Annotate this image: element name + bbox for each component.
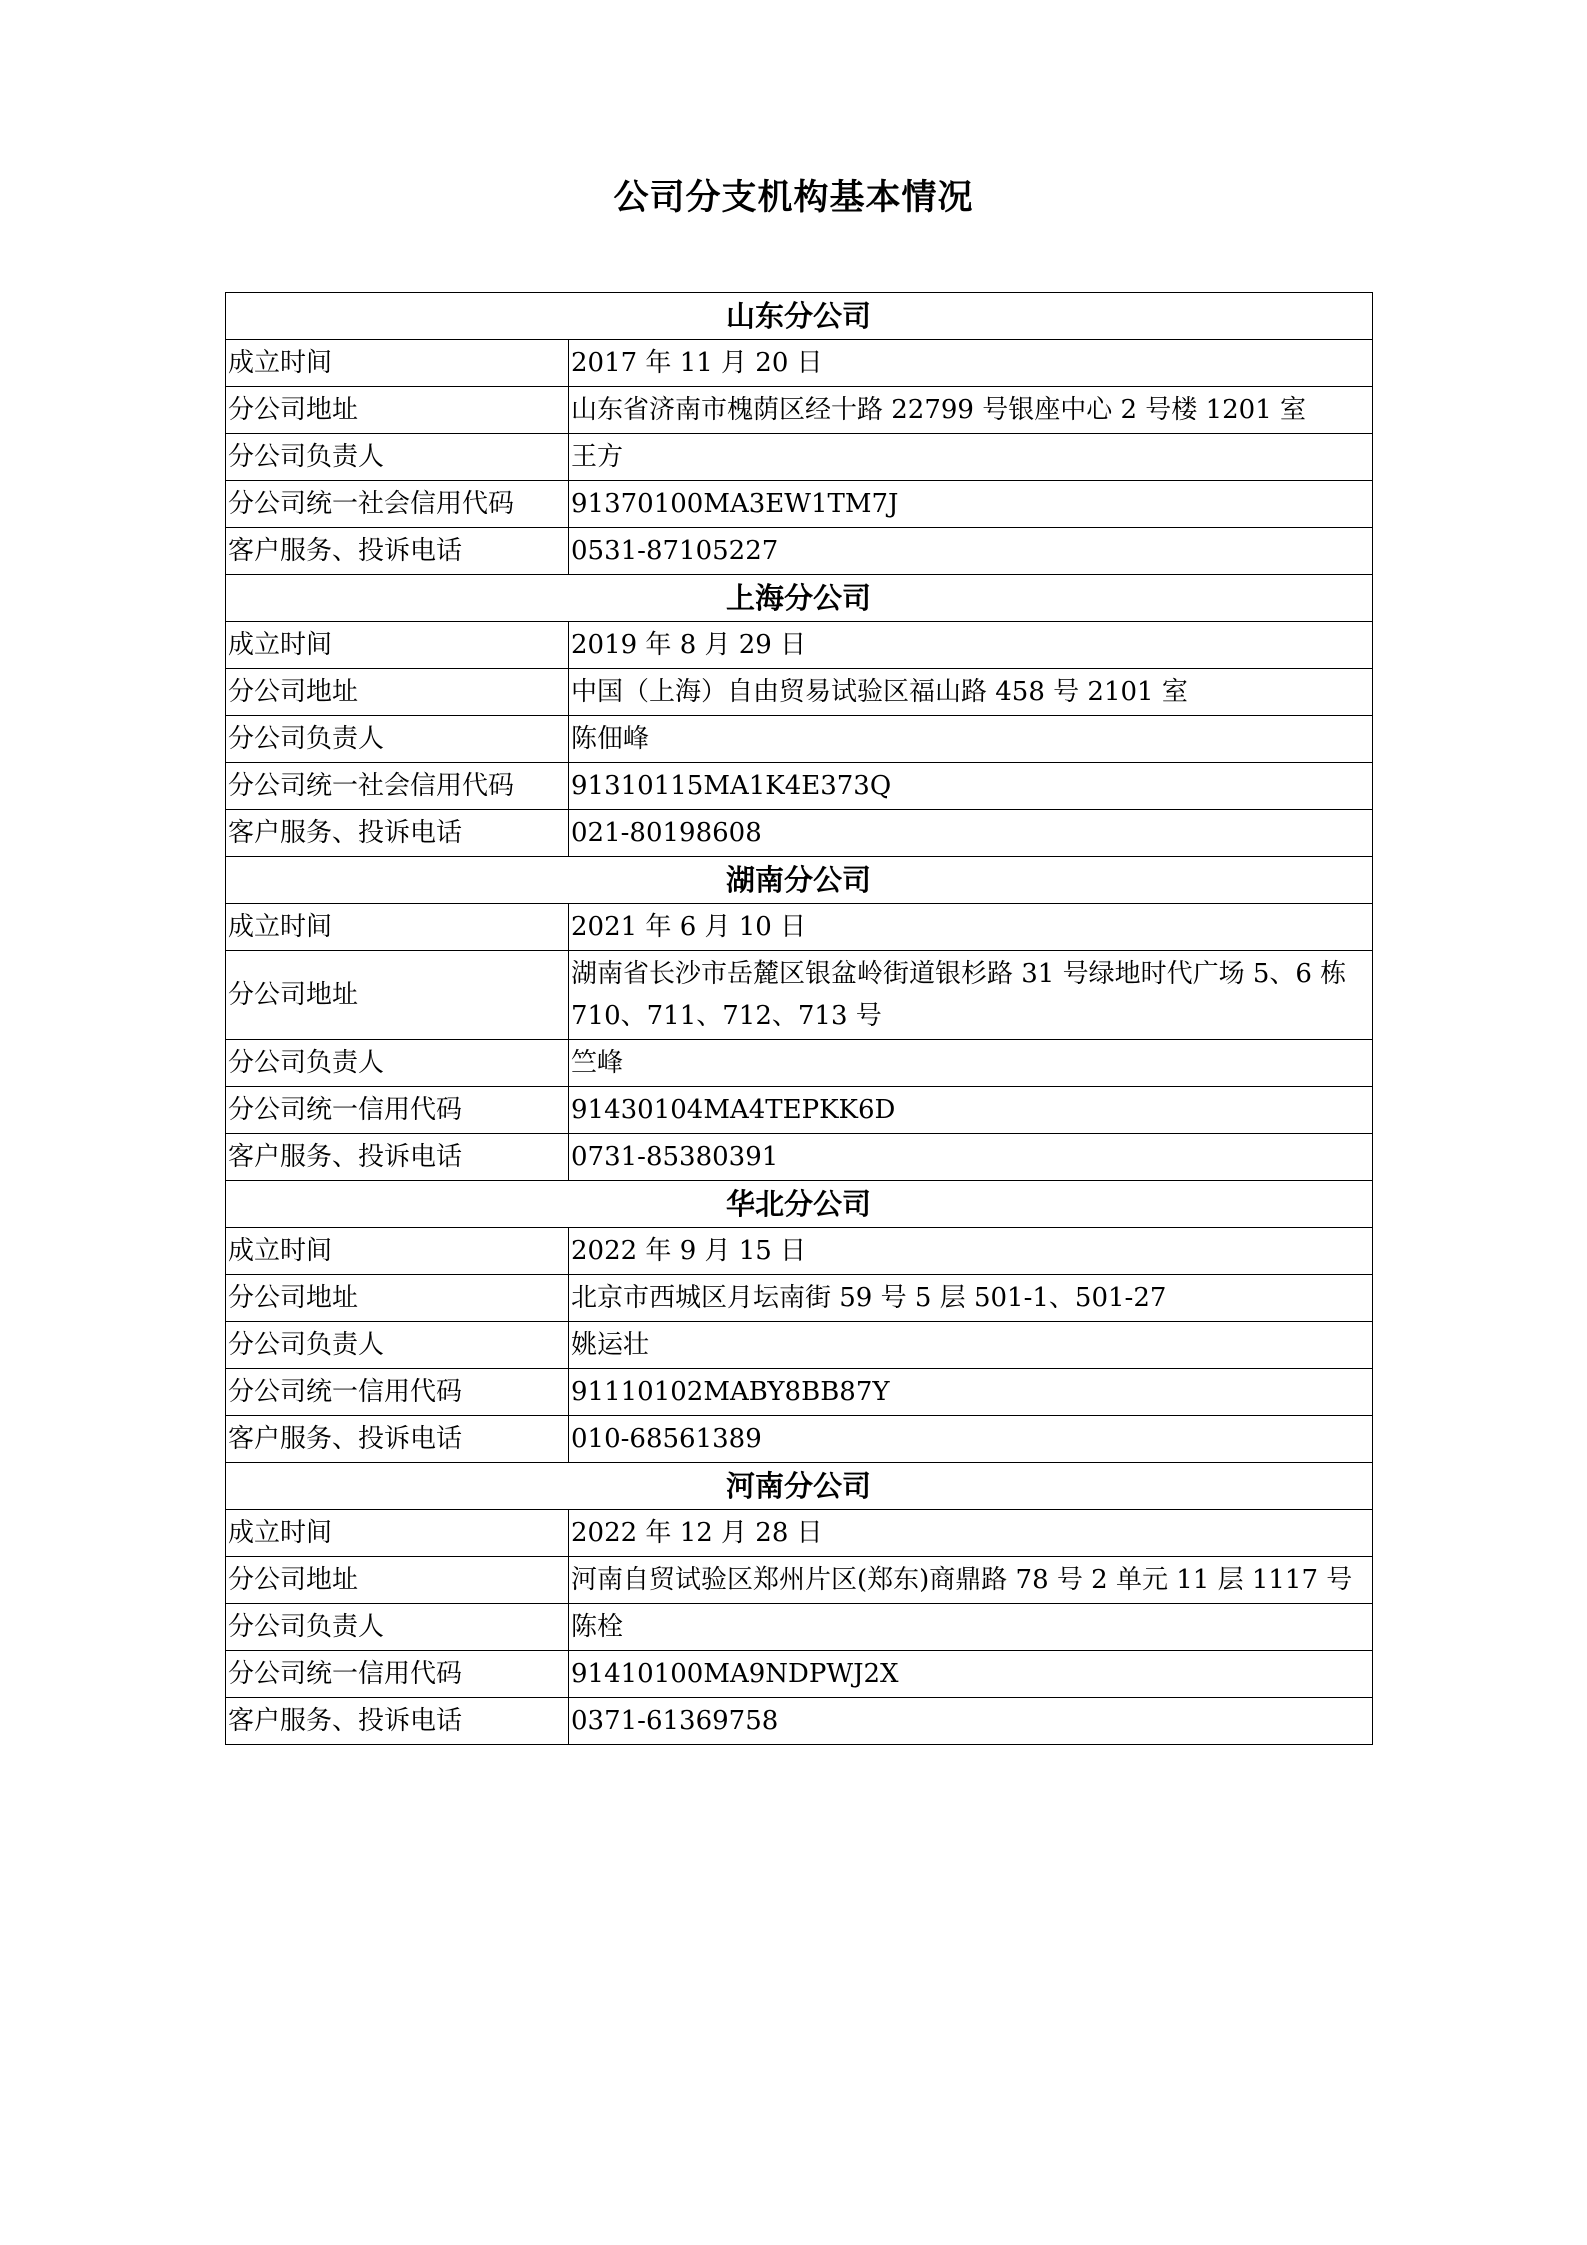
table-row [226, 434, 1373, 481]
row-label: 分公司负责人 [226, 434, 569, 481]
row-label: 成立时间 [226, 1510, 569, 1557]
table-row [226, 763, 1373, 810]
row-label: 成立时间 [226, 340, 569, 387]
row-label: 成立时间 [226, 1228, 569, 1275]
row-label: 分公司统一信用代码 [226, 1087, 569, 1134]
table-row [226, 1275, 1373, 1322]
row-label: 分公司统一社会信用代码 [226, 481, 569, 528]
row-value: 2017 年 11 月 20 日 [569, 340, 1373, 387]
row-value: 91430104MA4TEPKK6D [569, 1087, 1373, 1134]
row-label: 客户服务、投诉电话 [226, 528, 569, 575]
table-row [226, 951, 1373, 1040]
row-value: 竺峰 [569, 1040, 1373, 1087]
branch-header-row [226, 857, 1373, 904]
row-label: 分公司地址 [226, 1557, 569, 1604]
branch-name: 上海分公司 [226, 575, 1373, 622]
table-row [226, 340, 1373, 387]
row-value: 湖南省长沙市岳麓区银盆岭街道银杉路 31 号绿地时代广场 5、6 栋 710、711、712、713 号 [569, 951, 1373, 1040]
row-value: 河南自贸试验区郑州片区(郑东)商鼎路 78 号 2 单元 11 层 1117 号 [569, 1557, 1373, 1604]
branch-name: 湖南分公司 [226, 857, 1373, 904]
row-label: 客户服务、投诉电话 [226, 1134, 569, 1181]
row-value: 2021 年 6 月 10 日 [569, 904, 1373, 951]
row-label: 分公司统一信用代码 [226, 1369, 569, 1416]
table-row [226, 1322, 1373, 1369]
row-label: 分公司统一信用代码 [226, 1651, 569, 1698]
branch-name: 河南分公司 [226, 1463, 1373, 1510]
table-row [226, 622, 1373, 669]
row-label: 成立时间 [226, 622, 569, 669]
row-value: 陈佃峰 [569, 716, 1373, 763]
table-row [226, 1557, 1373, 1604]
table-row [226, 1510, 1373, 1557]
row-value: 山东省济南市槐荫区经十路 22799 号银座中心 2 号楼 1201 室 [569, 387, 1373, 434]
table-row [226, 904, 1373, 951]
row-label: 分公司负责人 [226, 716, 569, 763]
table-row [226, 1228, 1373, 1275]
row-value: 北京市西城区月坛南街 59 号 5 层 501-1、501-27 [569, 1275, 1373, 1322]
table-row [226, 387, 1373, 434]
branch-header-row [226, 575, 1373, 622]
row-value: 2022 年 9 月 15 日 [569, 1228, 1373, 1275]
branch-name: 山东分公司 [226, 293, 1373, 340]
row-value: 0371-61369758 [569, 1698, 1373, 1745]
row-value: 中国（上海）自由贸易试验区福山路 458 号 2101 室 [569, 669, 1373, 716]
table-row [226, 1604, 1373, 1651]
row-value: 0531-87105227 [569, 528, 1373, 575]
row-label: 客户服务、投诉电话 [226, 1698, 569, 1745]
row-value: 姚运壮 [569, 1322, 1373, 1369]
row-value: 021-80198608 [569, 810, 1373, 857]
row-value: 010-68561389 [569, 1416, 1373, 1463]
row-label: 分公司地址 [226, 951, 569, 1040]
table-row [226, 669, 1373, 716]
branch-header-row [226, 293, 1373, 340]
branch-table-body [226, 293, 1373, 1745]
row-value: 91370100MA3EW1TM7J [569, 481, 1373, 528]
table-row [226, 810, 1373, 857]
row-label: 分公司统一社会信用代码 [226, 763, 569, 810]
table-row [226, 1134, 1373, 1181]
row-label: 分公司地址 [226, 1275, 569, 1322]
table-row [226, 481, 1373, 528]
row-label: 分公司地址 [226, 387, 569, 434]
row-label: 分公司地址 [226, 669, 569, 716]
row-label: 分公司负责人 [226, 1040, 569, 1087]
row-value: 91110102MABY8BB87Y [569, 1369, 1373, 1416]
table-row [226, 1087, 1373, 1134]
row-value: 0731-85380391 [569, 1134, 1373, 1181]
row-label: 客户服务、投诉电话 [226, 1416, 569, 1463]
branch-info-table [225, 292, 1373, 1745]
row-value: 王方 [569, 434, 1373, 481]
table-row [226, 716, 1373, 763]
table-row [226, 1651, 1373, 1698]
row-value: 陈栓 [569, 1604, 1373, 1651]
row-value: 91410100MA9NDPWJ2X [569, 1651, 1373, 1698]
row-label: 分公司负责人 [226, 1322, 569, 1369]
table-row [226, 1416, 1373, 1463]
row-label: 成立时间 [226, 904, 569, 951]
branch-header-row [226, 1181, 1373, 1228]
row-value: 2019 年 8 月 29 日 [569, 622, 1373, 669]
table-row [226, 528, 1373, 575]
row-value: 2022 年 12 月 28 日 [569, 1510, 1373, 1557]
table-row [226, 1369, 1373, 1416]
row-label: 分公司负责人 [226, 1604, 569, 1651]
table-row [226, 1698, 1373, 1745]
branch-header-row [226, 1463, 1373, 1510]
branch-name: 华北分公司 [226, 1181, 1373, 1228]
row-label: 客户服务、投诉电话 [226, 810, 569, 857]
page-title: 公司分支机构基本情况 [613, 177, 974, 218]
table-row [226, 1040, 1373, 1087]
row-value: 91310115MA1K4E373Q [569, 763, 1373, 810]
